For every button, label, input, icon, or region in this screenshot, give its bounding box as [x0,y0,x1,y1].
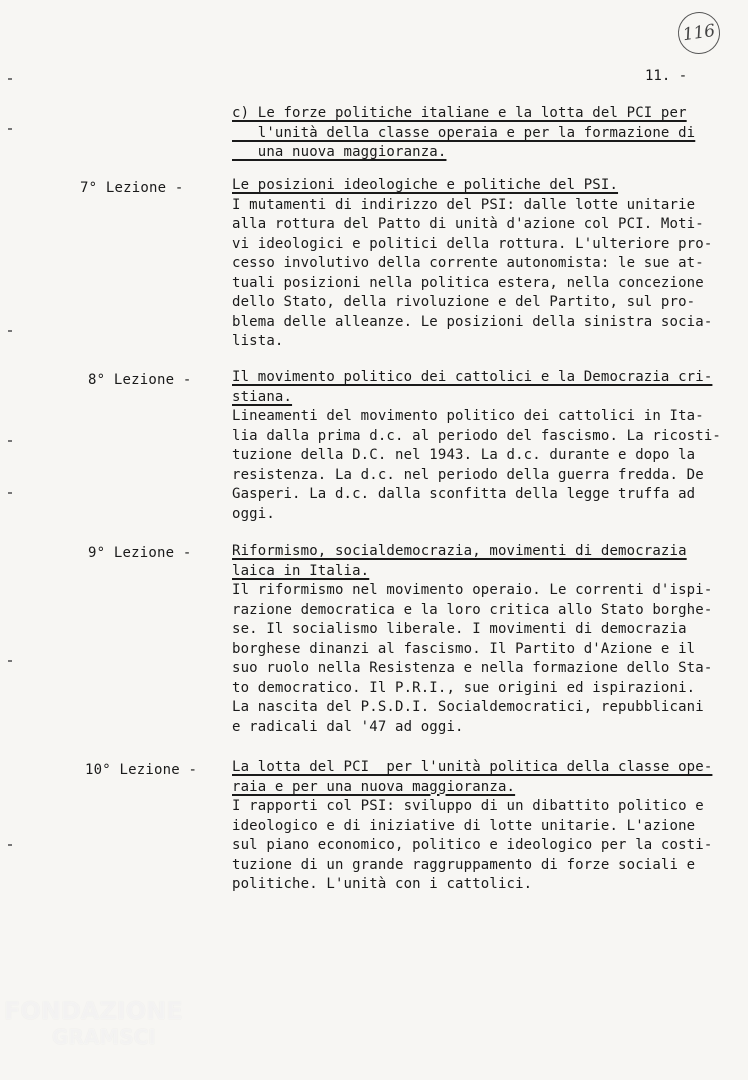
lesson-body-line: lista. [232,333,284,349]
lesson-body-line: to democratico. Il P.R.I., sue origini ed ispirazioni. [232,679,696,696]
lesson-body-line: Il riformismo nel movimento operaio. Le correnti d'ispi- [232,582,713,598]
lesson-label: 7° Lezione - [80,180,184,196]
lesson-body-line: suo ruolo nella Resistenza e nella formazione dello Sta- [232,660,713,676]
lesson-label: 8° Lezione - [88,372,192,388]
lesson-body-line: politiche. L'unità con i cattolici. [232,876,533,892]
lesson-title: Riformismo, socialdemocrazia, movimenti di democrazia [232,543,687,559]
lesson-body-line: I mutamenti di indirizzo del PSI: dalle lotte unitarie [232,196,696,213]
lesson-title: raia e per una nuova maggioranza. [232,778,516,795]
margin-mark [8,844,12,846]
lesson-title: stiana. [232,388,293,405]
lesson-section [232,368,721,524]
lesson-section [232,176,712,352]
lesson-body-line: e radicali dal '47 ad oggi. [232,718,464,735]
lesson-body-line: alla rottura del Patto di unità d'azione col PCI. Moti- [232,216,704,232]
lesson-body-line: ideologico e di iniziative di lotte unitarie. L'azione [232,817,696,834]
lesson-label: 9° Lezione - [88,545,192,561]
lesson-body-line: Gasperi. La d.c. dalla sconfitta della legge truffa ad [232,486,696,502]
archive-number-stamp: 116 [675,9,722,56]
lesson-body-line: resistenza. La d.c. nel periodo della guerra fredda. De [232,466,704,483]
lesson-body-line: tuzione della D.C. nel 1943. La d.c. durante e dopo la [232,447,696,463]
subsection-line: c) Le forze politiche italiane e la lotta del PCI per [232,105,687,121]
lesson-title: Il movimento politico dei cattolici e la Democrazia cri- [232,369,713,385]
lesson-body-line: tuzione di un grande raggruppamento di forze sociali e [232,856,696,873]
lesson-body-line: tuali posizioni nella politica estera, nella concezione [232,274,704,291]
margin-mark [8,128,12,130]
watermark-logo [4,998,183,1050]
lesson-body-line: sul piano economico, politico e ideologico per la costi- [232,837,713,853]
lesson-title: La lotta del PCI per l'unità politica della classe ope- [232,759,713,775]
lesson-title: laica in Italia. [232,562,370,579]
watermark-line: FONDAZIONE [4,997,183,1025]
subsection-line: una nuova maggioranza. [232,144,447,160]
lesson-title: Le posizioni ideologiche e politiche del PSI. [232,177,619,193]
lesson-section [232,758,712,895]
page-number: 11. - [645,68,688,84]
lesson-body-line: borghese dinanzi al fascismo. Il Partito d'Azione e il [232,640,696,657]
margin-mark [8,660,12,662]
lesson-body-line: La nascita del P.S.D.I. Socialdemocratici, repubblicani [232,699,704,715]
margin-mark [8,330,12,332]
lesson-body-line: lia dalla prima d.c. al periodo del fascismo. La ricosti- [232,427,721,444]
subsection-line: l'unità della classe operaia e per la formazione di [232,124,696,141]
lesson-label: 10° Lezione - [85,762,198,778]
lesson-body-line: vi ideologici e politici della rottura. L'ulteriore pro- [232,235,713,252]
lesson-section [232,542,712,737]
margin-mark [8,492,12,494]
lesson-body-line: Lineamenti del movimento politico dei cattolici in Ita- [232,408,704,424]
subsection-heading [232,104,695,163]
lesson-body-line: I rapporti col PSI: sviluppo di un dibattito politico e [232,798,704,814]
lesson-body-line: se. Il socialismo liberale. I movimenti di democrazia [232,621,687,637]
lesson-body-line: oggi. [232,505,275,522]
lesson-body-line: cesso involutivo della corrente autonomista: le sue at- [232,255,704,271]
lesson-body-line: dello Stato, della rivoluzione e del Partito, sul pro- [232,294,696,310]
lesson-body-line: razione democratica e la loro critica allo Stato borghe- [232,601,713,618]
lesson-body-line: blema delle alleanze. Le posizioni della sinistra socia- [232,313,713,330]
margin-mark [8,78,12,80]
margin-mark [8,440,12,442]
watermark-line: GRAMSCI [52,1025,156,1049]
